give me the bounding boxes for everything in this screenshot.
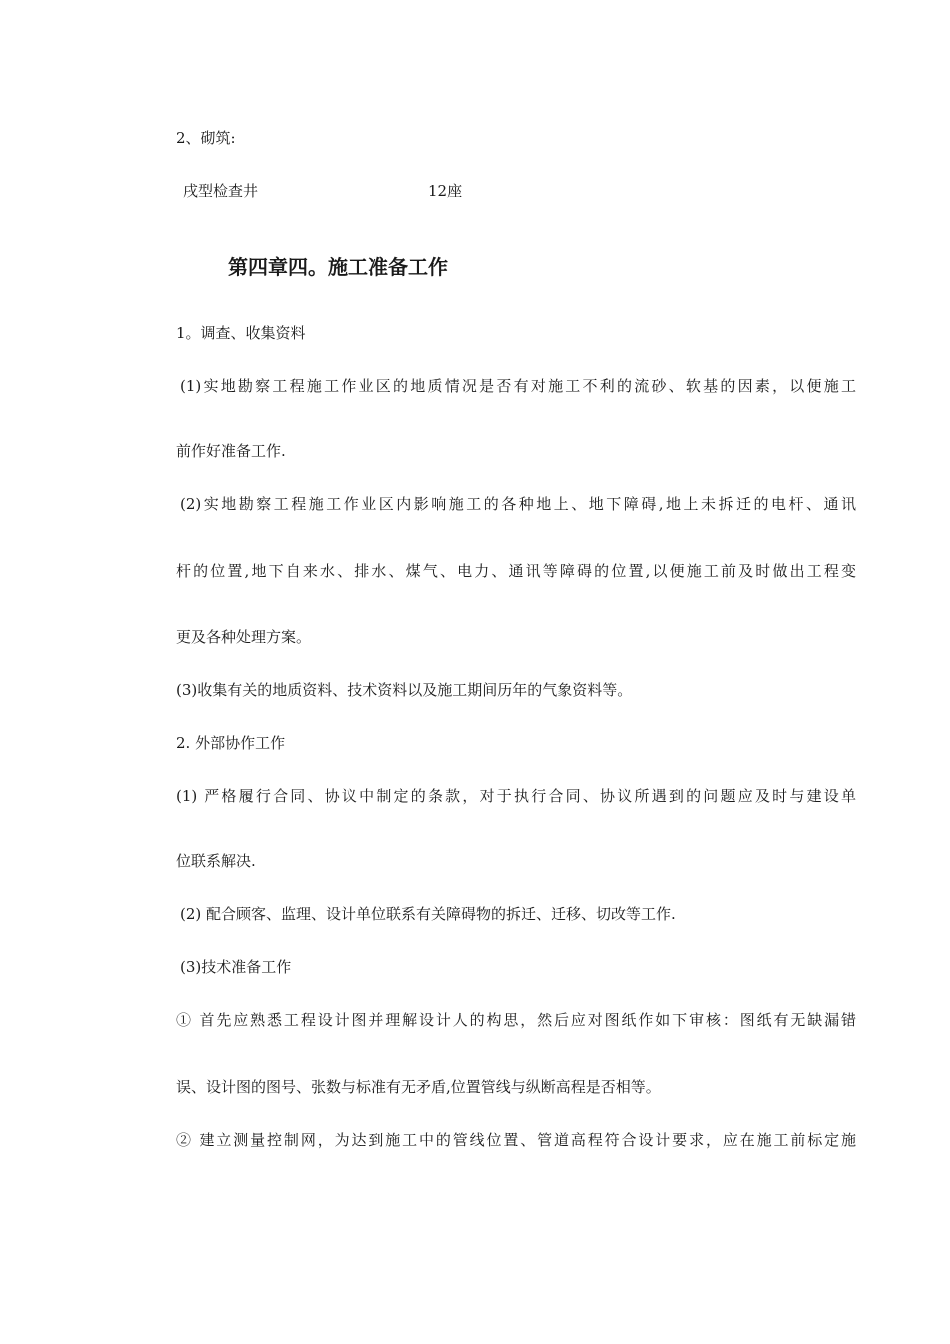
masonry-item-name: 戌型检查井 — [183, 182, 259, 200]
section-1-para-3: (3)收集有关的地质资料、技术资料以及施工期间历年的气象资料等。 — [176, 681, 633, 699]
section-1-para-2-line-2: 杆的位置,地下自来水、排水、煤气、电力、通讯等障碍的位置,以便施工前及时做出工程变 — [176, 562, 856, 580]
section-2-para-3: (3)技术准备工作 — [180, 958, 292, 976]
section-2-para-3-item-a-line-1: ① 首先应熟悉工程设计图并理解设计人的构思，然后应对图纸作如下审核：图纸有无缺漏错 — [176, 1011, 856, 1029]
section-1-para-2-line-1: (2)实地勘察工程施工作业区内影响施工的各种地上、地下障碍,地上未拆迁的电杆、通讯 — [180, 495, 856, 513]
section-2-para-3-item-b-line-1: ② 建立测量控制网，为达到施工中的管线位置、管道高程符合设计要求，应在施工前标定施 — [176, 1131, 856, 1149]
section-1-para-1-line-2: 前作好准备工作. — [176, 442, 286, 460]
masonry-label: 2、砌筑: — [176, 129, 236, 147]
section-2-para-3-item-a-line-2: 误、设计图的图号、张数与标准有无矛盾,位置管线与纵断高程是否相等。 — [176, 1078, 661, 1096]
section-1-para-2-line-3: 更及各种处理方案。 — [176, 628, 312, 646]
section-2-para-2: (2) 配合顾客、监理、设计单位联系有关障碍物的拆迁、迁移、切改等工作. — [180, 905, 676, 923]
section-1-title: 1。调查、收集资料 — [176, 324, 306, 342]
masonry-item-row — [183, 181, 863, 201]
section-2-title: 2. 外部协作工作 — [176, 734, 286, 752]
section-1-para-1-line-1: (1)实地勘察工程施工作业区的地质情况是否有对施工不利的流砂、软基的因素，以便施工 — [180, 377, 856, 395]
masonry-item-qty: 12座 — [428, 182, 463, 200]
section-2-para-1-line-1: (1) 严格履行合同、协议中制定的条款，对于执行合同、协议所遇到的问题应及时与建设单 — [176, 787, 856, 805]
section-2-para-1-line-2: 位联系解决. — [176, 852, 256, 870]
chapter-title: 第四章四。施工准备工作 — [228, 255, 448, 279]
